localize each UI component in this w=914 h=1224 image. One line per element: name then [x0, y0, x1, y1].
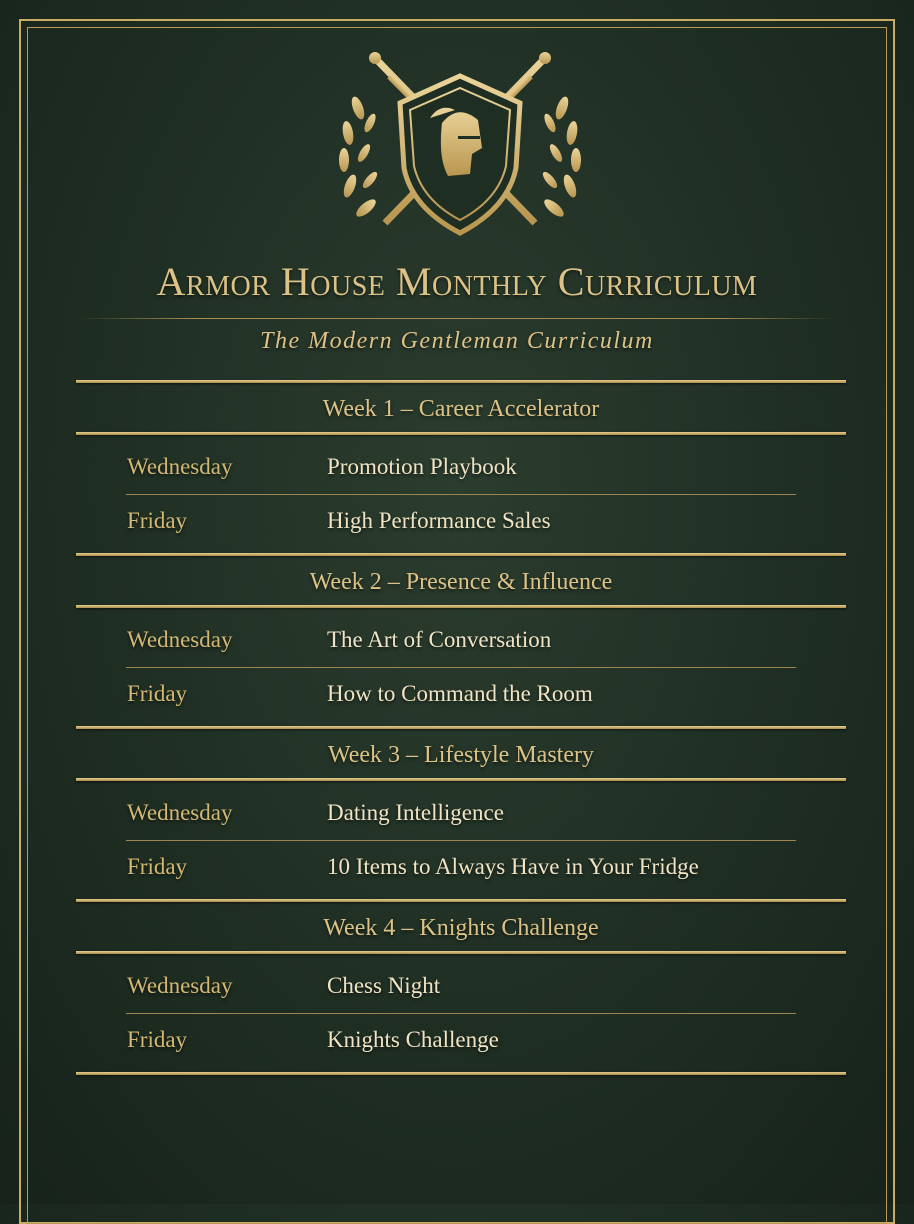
session-topic: Chess Night	[327, 973, 441, 998]
session-row	[76, 666, 846, 722]
crest-emblem-icon	[330, 48, 590, 243]
session-topic: The Art of Conversation	[327, 627, 552, 652]
session-topic: Dating Intelligence	[327, 800, 504, 825]
page-subtitle: The Modern Gentleman Curriculum	[260, 328, 654, 354]
session-row	[76, 493, 846, 549]
week-sessions	[76, 608, 846, 726]
week-sessions	[76, 781, 846, 899]
curriculum-schedule	[76, 380, 846, 1075]
session-topic: High Performance Sales	[327, 508, 551, 533]
session-day: Friday	[127, 681, 188, 706]
session-day: Wednesday	[127, 973, 233, 998]
session-topic: Knights Challenge	[327, 1027, 499, 1052]
session-day: Wednesday	[127, 800, 233, 825]
session-day: Wednesday	[127, 454, 233, 479]
title-divider	[80, 318, 834, 319]
week-sessions	[76, 954, 846, 1072]
section-rule	[76, 1072, 846, 1075]
session-row	[76, 1012, 846, 1068]
week-heading: Week 3 – Lifestyle Mastery	[328, 742, 594, 768]
session-topic: 10 Items to Always Have in Your Fridge	[327, 854, 699, 879]
week-heading: Week 1 – Career Accelerator	[322, 396, 600, 422]
session-topic: How to Command the Room	[327, 681, 593, 706]
session-row	[76, 958, 846, 1014]
session-row	[76, 439, 846, 495]
week-sessions	[76, 435, 846, 553]
session-day: Friday	[127, 854, 188, 879]
week-heading: Week 4 – Knights Challenge	[323, 915, 599, 941]
session-topic: Promotion Playbook	[327, 454, 517, 479]
session-row	[76, 612, 846, 668]
session-row	[76, 839, 846, 895]
page-title: Armor House Monthly Curriculum	[156, 259, 758, 304]
week-heading: Week 2 – Presence & Influence	[309, 569, 613, 595]
session-day: Wednesday	[127, 627, 233, 652]
session-day: Friday	[127, 1027, 188, 1052]
session-day: Friday	[127, 508, 188, 533]
session-row	[76, 785, 846, 841]
